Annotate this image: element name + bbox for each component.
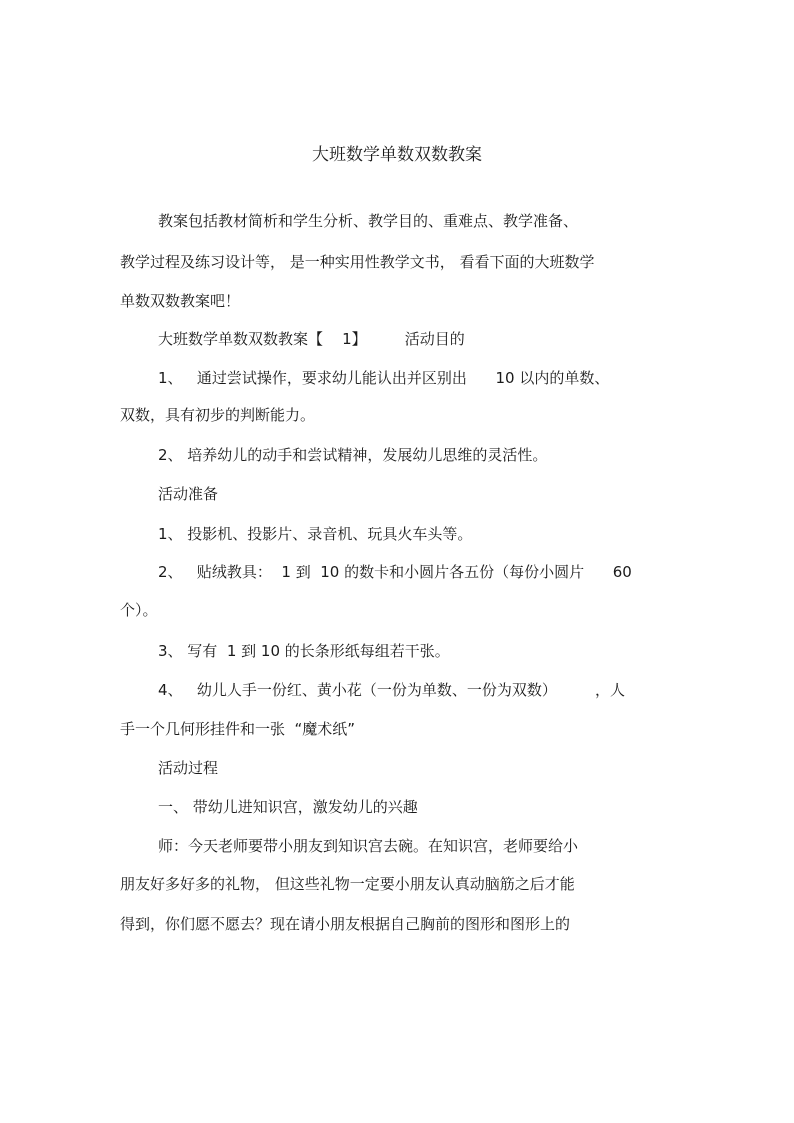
body-line-19: 得到，你们愿不愿去？现在请小朋友根据自己胸前的图形和图形上的 (120, 915, 571, 933)
body-line-1: 教案包括教材简析和学生分析、教学目的、重难点、教学准备、 (158, 212, 579, 230)
body-line-11: 个）。 (120, 601, 158, 619)
body-line-7: 2、 培养幼儿的动手和尝试精神，发展幼儿思维的灵活性。 (158, 446, 548, 464)
body-line-6: 双数，具有初步的判断能力。 (120, 406, 316, 424)
section-heading-lesson-1: 大班数学单数双数教案【 1】 活动目的 (158, 330, 465, 348)
section-heading-process: 活动过程 (158, 759, 219, 777)
body-line-17: 师：今天老师要带小朋友到知识宫去碗。在知识宫，老师要给小 (158, 837, 579, 855)
document-title: 大班数学单数双数教案 (312, 145, 482, 165)
body-line-10: 2、 贴绒教具： 1 到 10 的数卡和小圆片各五份（每份小圆片 60 (158, 563, 632, 581)
body-line-9: 1、 投影机、投影片、录音机、玩具火车头等。 (158, 525, 473, 543)
body-line-13: 4、 幼儿人手一份红、黄小花（一份为单数、一份为双数） ，人 (158, 681, 625, 699)
body-line-18: 朋友好多好多的礼物， 但这些礼物一定要小朋友认真动脑筋之后才能 (120, 875, 575, 893)
body-line-12: 3、 写有 1 到 10 的长条形纸每组若干张。 (158, 642, 450, 660)
body-line-16: 一、 带幼儿进知识宫，激发幼儿的兴趣 (158, 798, 418, 816)
body-line-2: 教学过程及练习设计等， 是一种实用性教学文书， 看看下面的大班数学 (120, 253, 595, 271)
body-line-5: 1、 通过尝试操作，要求幼儿能认出并区别出 10 以内的单数、 (158, 369, 610, 387)
body-line-14: 手一个几何形挂件和一张 “魔术纸” (120, 720, 356, 738)
section-heading-preparation: 活动准备 (158, 485, 219, 503)
body-line-3: 单数双数教案吧！ (120, 292, 241, 310)
